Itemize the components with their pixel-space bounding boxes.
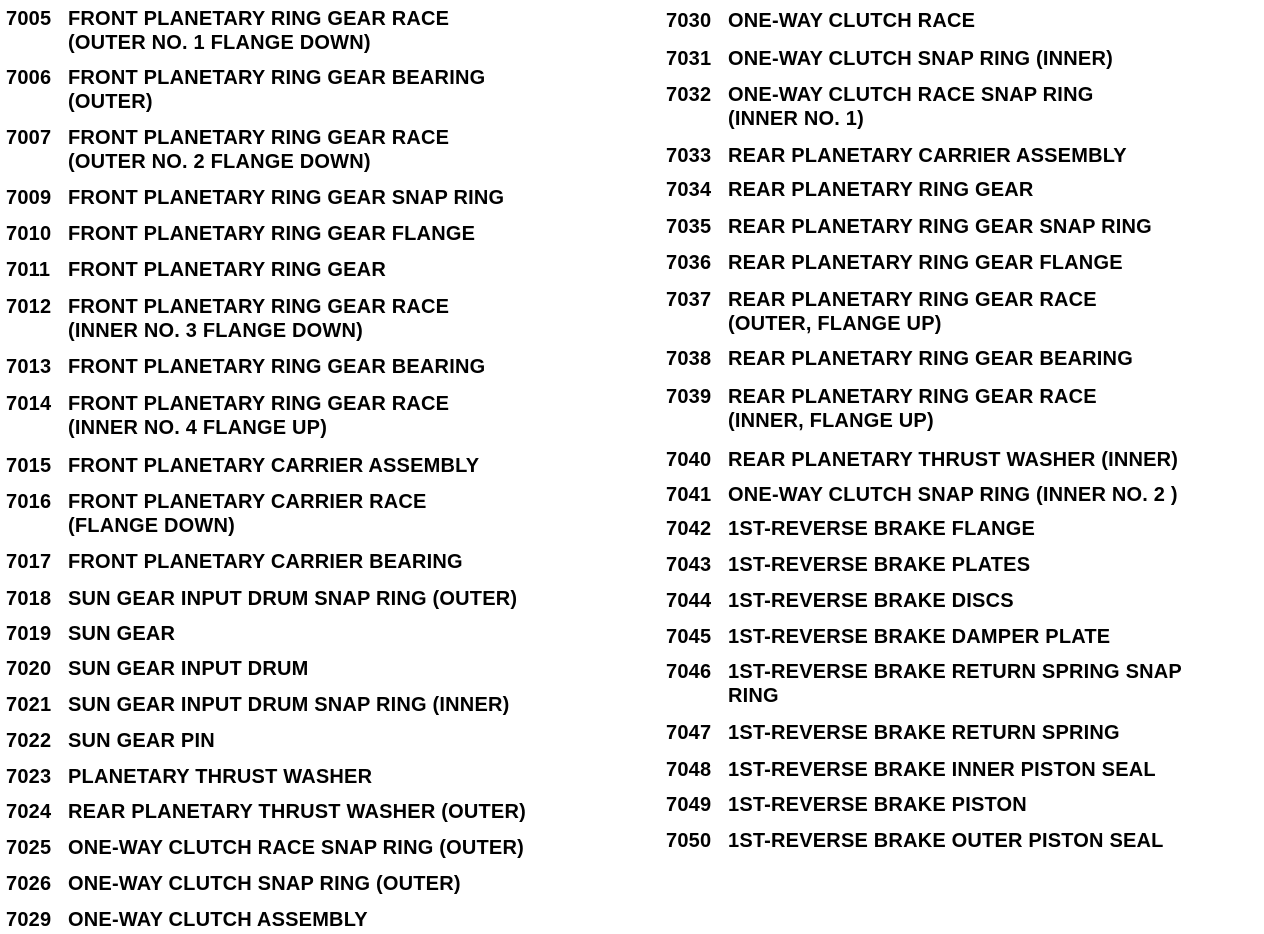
part-description-line: (INNER NO. 3 FLANGE DOWN)	[68, 320, 363, 342]
part-description-line: FRONT PLANETARY CARRIER ASSEMBLY	[68, 455, 480, 477]
part-description	[728, 83, 1093, 131]
part-description-line: REAR PLANETARY CARRIER ASSEMBLY	[728, 145, 1127, 167]
part-description-line: ONE-WAY CLUTCH SNAP RING (INNER NO. 2 )	[728, 484, 1178, 506]
part-entry-7039	[666, 385, 1097, 433]
part-number: 7045	[666, 626, 712, 648]
part-number: 7009	[6, 187, 52, 209]
part-entry-7020	[6, 657, 308, 681]
part-number: 7012	[6, 296, 52, 318]
part-number: 7035	[666, 216, 712, 238]
part-description	[68, 729, 215, 753]
part-description-line: FRONT PLANETARY RING GEAR RACE	[68, 8, 450, 30]
part-description-line: REAR PLANETARY RING GEAR FLANGE	[728, 252, 1123, 274]
part-number: 7032	[666, 84, 712, 106]
part-description-line: ONE-WAY CLUTCH SNAP RING (INNER)	[728, 48, 1113, 70]
part-number: 7040	[666, 449, 712, 471]
part-description	[728, 144, 1127, 168]
part-description	[68, 872, 461, 896]
part-description	[68, 622, 175, 646]
part-entry-7037	[666, 288, 1097, 336]
part-entry-7006	[6, 66, 485, 114]
part-number: 7048	[666, 759, 712, 781]
part-description-line: REAR PLANETARY THRUST WASHER (INNER)	[728, 449, 1179, 471]
part-description-line: (OUTER NO. 1 FLANGE DOWN)	[68, 32, 371, 54]
part-description-line: (FLANGE DOWN)	[68, 515, 236, 537]
part-description-line: SUN GEAR PIN	[68, 730, 215, 752]
part-description-line: SUN GEAR INPUT DRUM	[68, 658, 309, 680]
part-number: 7010	[6, 223, 52, 245]
part-entry-7033	[666, 144, 1127, 168]
part-description-line: FRONT PLANETARY RING GEAR BEARING	[68, 67, 486, 89]
part-number: 7005	[6, 8, 52, 30]
part-description	[728, 721, 1120, 745]
part-description-line: ONE-WAY CLUTCH RACE SNAP RING	[728, 84, 1094, 106]
part-entry-7011	[6, 258, 386, 282]
part-description-line: REAR PLANETARY RING GEAR BEARING	[728, 348, 1133, 370]
part-number: 7013	[6, 356, 52, 378]
part-description	[68, 800, 526, 824]
part-description	[728, 9, 975, 33]
part-description-line: 1ST-REVERSE BRAKE PISTON	[728, 794, 1027, 816]
part-description-line: REAR PLANETARY RING GEAR	[728, 179, 1034, 201]
part-number: 7033	[666, 145, 712, 167]
part-description	[68, 355, 485, 379]
part-entry-7034	[666, 178, 1034, 202]
part-description	[68, 126, 449, 174]
part-description	[728, 347, 1133, 371]
part-description-line: REAR PLANETARY RING GEAR SNAP RING	[728, 216, 1152, 238]
part-number: 7014	[6, 393, 52, 415]
part-entry-7031	[666, 47, 1113, 71]
part-entry-7036	[666, 251, 1123, 275]
part-entry-7032	[666, 83, 1093, 131]
part-description-line: (OUTER)	[68, 91, 153, 113]
part-number: 7019	[6, 623, 52, 645]
part-entry-7024	[6, 800, 526, 824]
part-number: 7016	[6, 491, 52, 513]
part-number: 7034	[666, 179, 712, 201]
part-number: 7024	[6, 801, 52, 823]
part-description-line: FRONT PLANETARY RING GEAR FLANGE	[68, 223, 476, 245]
part-description-line: 1ST-REVERSE BRAKE INNER PISTON SEAL	[728, 759, 1156, 781]
part-number: 7030	[666, 10, 712, 32]
part-description	[728, 288, 1097, 336]
part-description-line: ONE-WAY CLUTCH RACE	[728, 10, 976, 32]
part-description-line: FRONT PLANETARY RING GEAR BEARING	[68, 356, 486, 378]
part-description	[68, 490, 427, 538]
part-description-line: FRONT PLANETARY CARRIER RACE	[68, 491, 427, 513]
part-number: 7031	[666, 48, 712, 70]
part-description-line: 1ST-REVERSE BRAKE DISCS	[728, 590, 1014, 612]
part-number: 7036	[666, 252, 712, 274]
part-description-line: FRONT PLANETARY RING GEAR RACE	[68, 296, 450, 318]
part-description	[728, 793, 1027, 817]
part-description	[728, 483, 1178, 507]
part-description	[728, 251, 1123, 275]
part-number: 7022	[6, 730, 52, 752]
part-description	[728, 625, 1110, 649]
part-description-line: 1ST-REVERSE BRAKE RETURN SPRING	[728, 722, 1120, 744]
part-number: 7038	[666, 348, 712, 370]
part-number: 7006	[6, 67, 52, 89]
part-description	[68, 693, 510, 717]
part-number: 7017	[6, 551, 52, 573]
part-entry-7044	[666, 589, 1014, 613]
part-description-line: (OUTER NO. 2 FLANGE DOWN)	[68, 151, 371, 173]
part-description-line: (INNER NO. 4 FLANGE UP)	[68, 417, 328, 439]
part-description	[68, 765, 372, 789]
part-number: 7042	[666, 518, 712, 540]
part-entry-7045	[666, 625, 1110, 649]
part-description	[68, 657, 308, 681]
part-description	[68, 186, 504, 210]
part-description	[728, 758, 1156, 782]
part-description-line: (OUTER, FLANGE UP)	[728, 313, 942, 335]
part-entry-7048	[666, 758, 1156, 782]
part-description-line: FRONT PLANETARY CARRIER BEARING	[68, 551, 463, 573]
part-number: 7026	[6, 873, 52, 895]
part-number: 7007	[6, 127, 52, 149]
part-entry-7030	[666, 9, 975, 33]
part-entry-7049	[666, 793, 1027, 817]
part-entry-7012	[6, 295, 449, 343]
part-number: 7015	[6, 455, 52, 477]
part-number: 7025	[6, 837, 52, 859]
part-entry-7026	[6, 872, 461, 896]
part-description	[68, 836, 524, 860]
part-description	[68, 908, 368, 932]
part-description-line: FRONT PLANETARY RING GEAR RACE	[68, 127, 450, 149]
part-description	[728, 47, 1113, 71]
part-description	[728, 517, 1035, 541]
part-description	[728, 660, 1182, 708]
part-number: 7023	[6, 766, 52, 788]
part-description	[728, 553, 1030, 577]
part-description-line: 1ST-REVERSE BRAKE PLATES	[728, 554, 1031, 576]
part-entry-7015	[6, 454, 479, 478]
part-entry-7018	[6, 587, 517, 611]
part-entry-7016	[6, 490, 427, 538]
part-description-line: FRONT PLANETARY RING GEAR	[68, 259, 386, 281]
part-entry-7021	[6, 693, 510, 717]
part-entry-7025	[6, 836, 524, 860]
part-description-line: (INNER, FLANGE UP)	[728, 410, 934, 432]
part-entry-7009	[6, 186, 504, 210]
part-description-line: ONE-WAY CLUTCH ASSEMBLY	[68, 909, 368, 931]
part-number: 7044	[666, 590, 712, 612]
part-number: 7049	[666, 794, 712, 816]
part-entry-7046	[666, 660, 1182, 708]
part-number: 7050	[666, 830, 712, 852]
part-description-line: SUN GEAR INPUT DRUM SNAP RING (INNER)	[68, 694, 510, 716]
part-description-line: 1ST-REVERSE BRAKE RETURN SPRING SNAP	[728, 661, 1182, 683]
part-number: 7041	[666, 484, 712, 506]
part-entry-7007	[6, 126, 449, 174]
part-description-line: RING	[728, 685, 779, 707]
part-description	[728, 215, 1152, 239]
part-description	[68, 454, 479, 478]
part-entry-7005	[6, 7, 449, 55]
part-number: 7046	[666, 661, 712, 683]
part-description	[68, 550, 463, 574]
part-number: 7029	[6, 909, 52, 931]
part-number: 7039	[666, 386, 712, 408]
part-description-line: (INNER NO. 1)	[728, 108, 864, 130]
part-entry-7050	[666, 829, 1164, 853]
part-description	[728, 385, 1097, 433]
part-description	[68, 7, 449, 55]
part-description	[728, 589, 1014, 613]
part-description-line: SUN GEAR	[68, 623, 176, 645]
part-description-line: PLANETARY THRUST WASHER	[68, 766, 373, 788]
part-description-line: 1ST-REVERSE BRAKE OUTER PISTON SEAL	[728, 830, 1164, 852]
part-description-line: ONE-WAY CLUTCH SNAP RING (OUTER)	[68, 873, 461, 895]
part-entry-7029	[6, 908, 368, 932]
part-number: 7037	[666, 289, 712, 311]
part-entry-7041	[666, 483, 1178, 507]
part-description	[68, 295, 449, 343]
part-description	[68, 392, 449, 440]
part-description	[68, 587, 517, 611]
part-entry-7042	[666, 517, 1035, 541]
part-description-line: REAR PLANETARY RING GEAR RACE	[728, 289, 1097, 311]
part-description-line: REAR PLANETARY RING GEAR RACE	[728, 386, 1097, 408]
part-number: 7043	[666, 554, 712, 576]
part-entry-7010	[6, 222, 475, 246]
part-entry-7023	[6, 765, 372, 789]
part-entry-7043	[666, 553, 1030, 577]
part-number: 7020	[6, 658, 52, 680]
part-description	[728, 448, 1178, 472]
part-description-line: 1ST-REVERSE BRAKE DAMPER PLATE	[728, 626, 1111, 648]
part-entry-7017	[6, 550, 463, 574]
part-entry-7014	[6, 392, 449, 440]
part-description	[68, 222, 475, 246]
part-description	[68, 258, 386, 282]
part-number: 7011	[6, 259, 51, 281]
part-entry-7019	[6, 622, 175, 646]
part-entry-7040	[666, 448, 1178, 472]
part-description-line: ONE-WAY CLUTCH RACE SNAP RING (OUTER)	[68, 837, 524, 859]
part-entry-7013	[6, 355, 485, 379]
part-description-line: 1ST-REVERSE BRAKE FLANGE	[728, 518, 1036, 540]
part-description	[68, 66, 485, 114]
part-number: 7018	[6, 588, 52, 610]
part-description	[728, 829, 1164, 853]
part-description-line: SUN GEAR INPUT DRUM SNAP RING (OUTER)	[68, 588, 518, 610]
part-description	[728, 178, 1034, 202]
part-entry-7022	[6, 729, 215, 753]
part-number: 7047	[666, 722, 712, 744]
part-entry-7035	[666, 215, 1152, 239]
part-description-line: REAR PLANETARY THRUST WASHER (OUTER)	[68, 801, 526, 823]
part-description-line: FRONT PLANETARY RING GEAR SNAP RING	[68, 187, 505, 209]
part-entry-7038	[666, 347, 1133, 371]
part-entry-7047	[666, 721, 1120, 745]
part-description-line: FRONT PLANETARY RING GEAR RACE	[68, 393, 450, 415]
part-number: 7021	[6, 694, 52, 716]
